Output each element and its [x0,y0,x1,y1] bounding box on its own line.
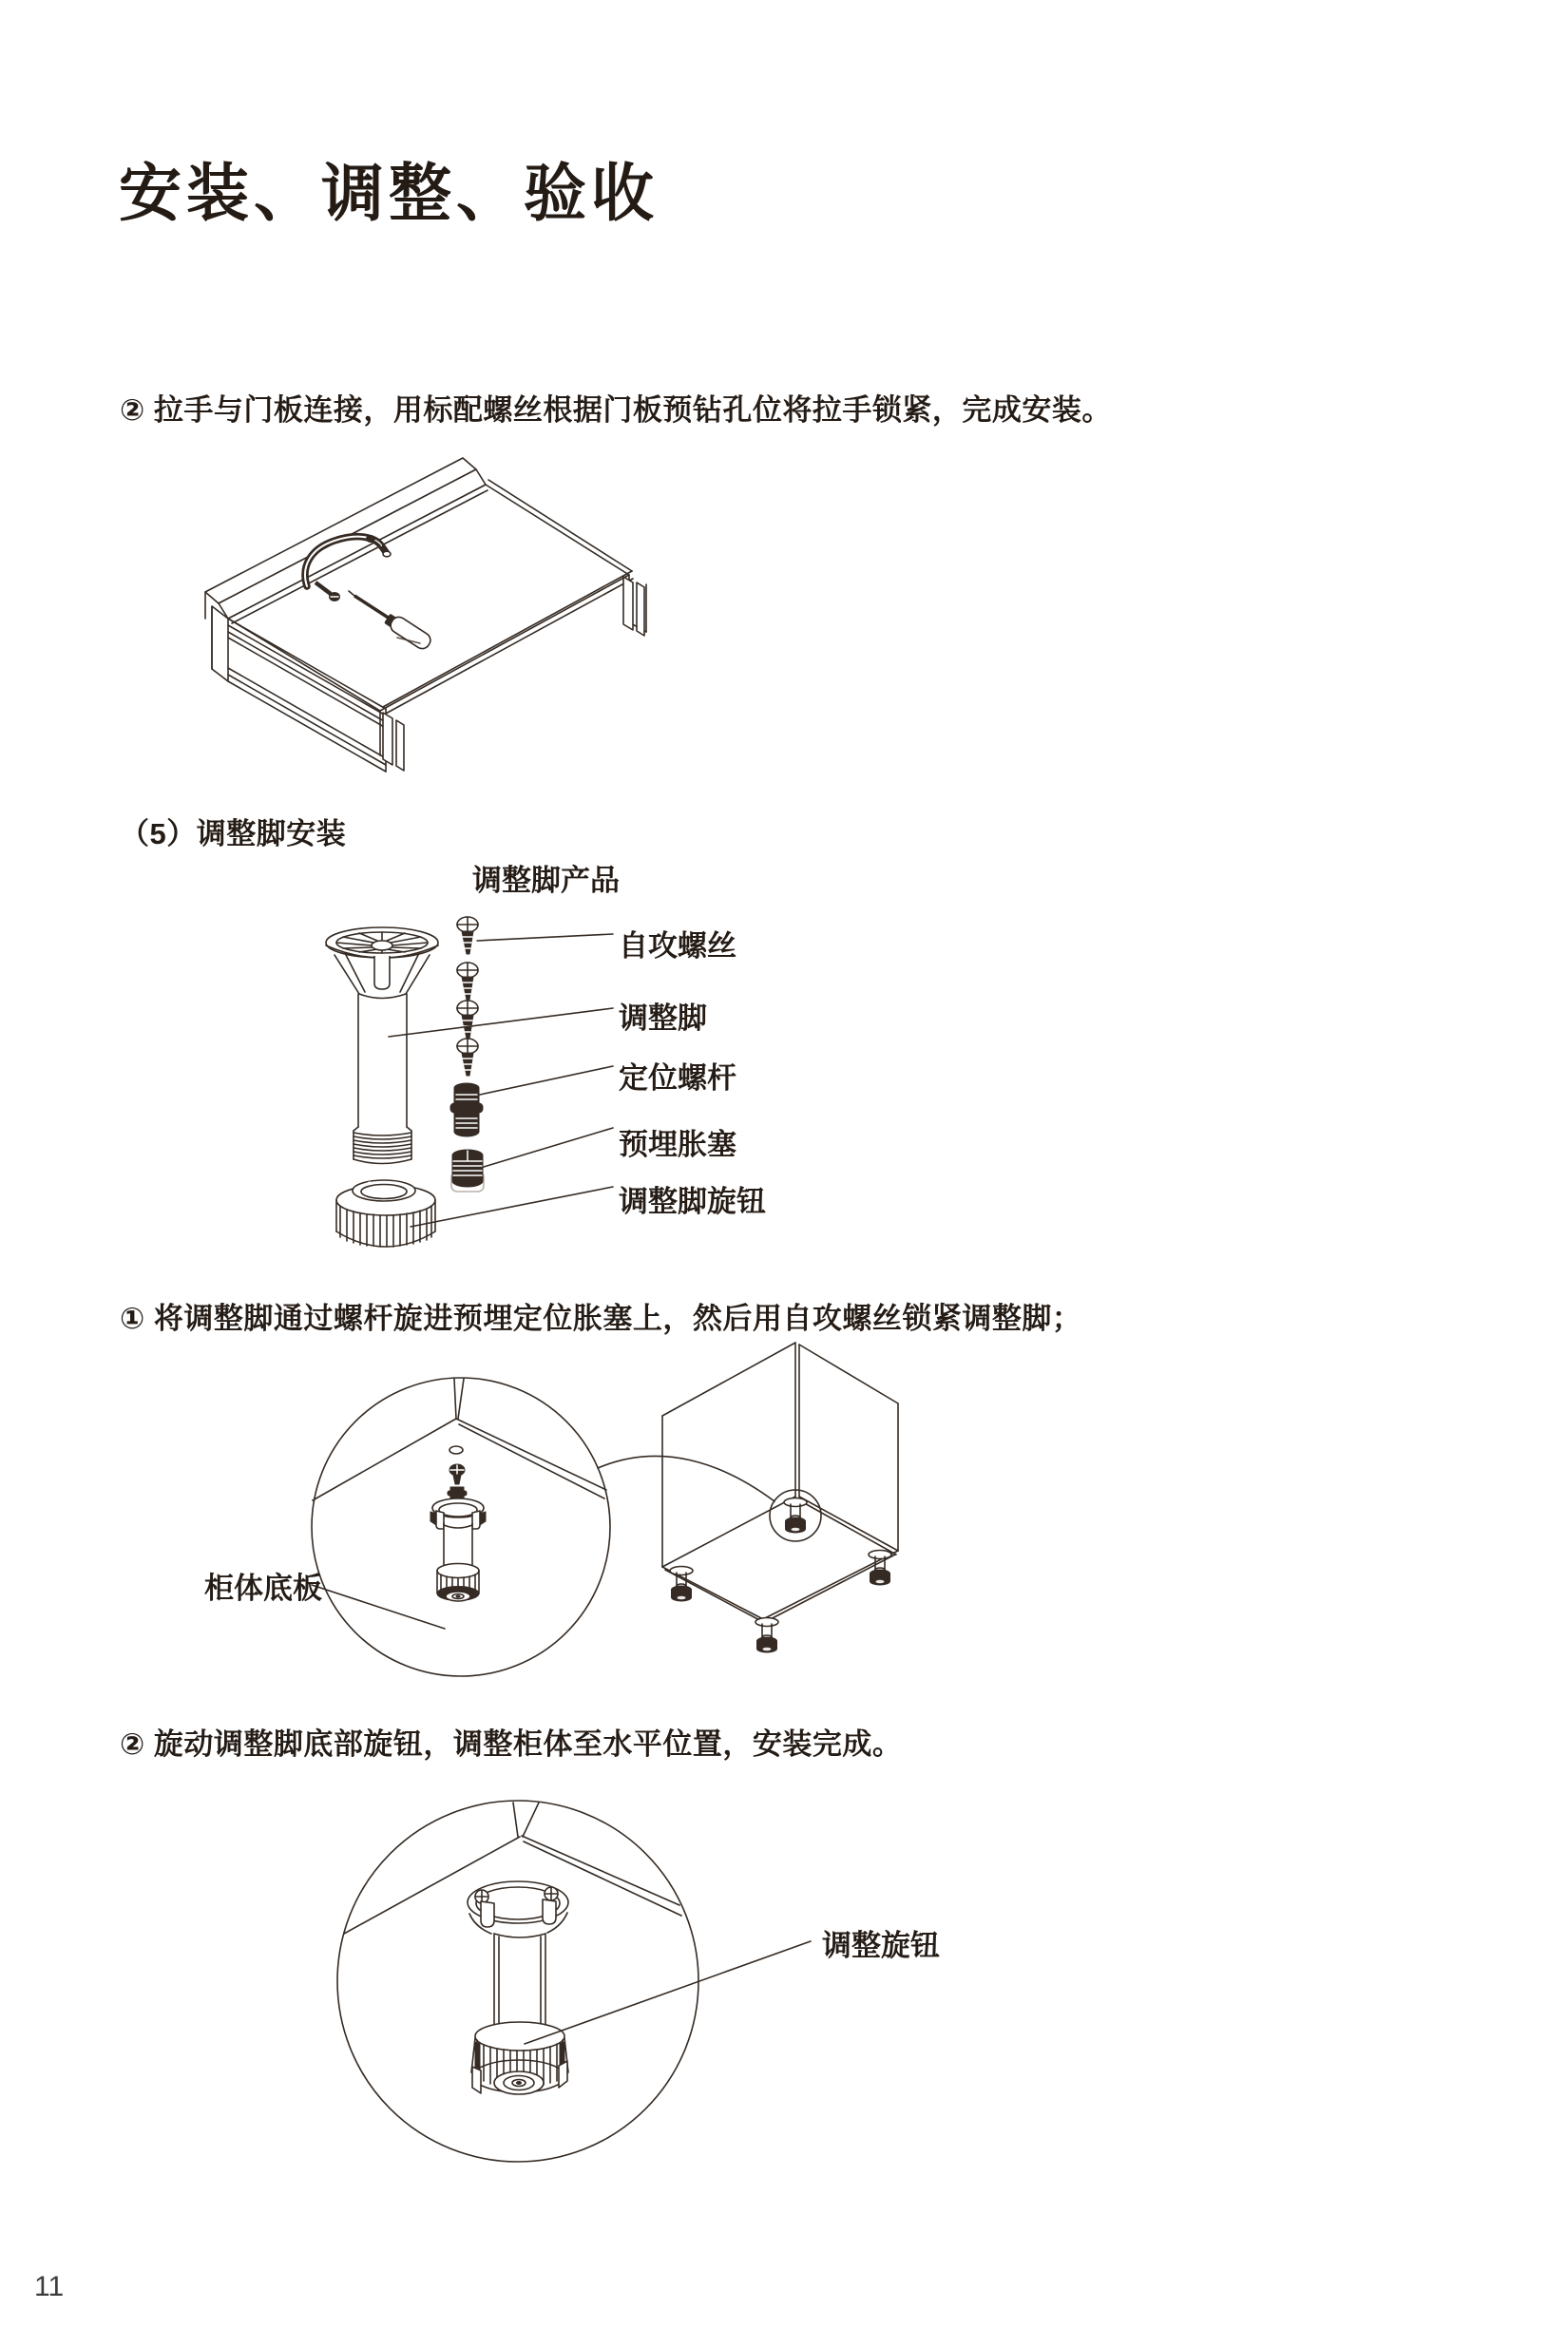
detail-circle [337,1801,698,2162]
part-label-screw: 自攻螺丝 [619,929,736,963]
positioning-stud [450,1083,483,1136]
page-title: 安装、调整、验收 [119,158,659,228]
foot-step1-text: ① 将调整脚通过螺杆旋进预埋定位胀塞上，然后用自攻螺丝锁紧调整脚； [120,1302,1082,1335]
page-number: 11 [34,2271,65,2302]
cabinet-bottom-callout: 柜体底板 [204,1572,322,1605]
self-tapping-screws [457,917,478,1076]
part-label-foot: 调整脚 [619,1002,707,1035]
expansion-plug [451,1150,484,1192]
foot-product-caption: 调整脚产品 [472,864,620,897]
predrilled-hole [383,551,391,557]
foot-product-diagram [314,907,817,1278]
foot-flange [326,927,438,958]
drawer-bottom-face [228,485,629,711]
adjust-knob-callout: 调整旋钮 [822,1929,940,1962]
foot-step2-text: ② 旋动调整脚底部旋钮，调整柜体至水平位置，安装完成。 [120,1727,903,1761]
handle-step-text: ② 拉手与门板连接，用标配螺丝根据门板预钻孔位将拉手锁紧，完成安装。 [120,393,1112,427]
part-label-plug: 预埋胀塞 [619,1128,736,1161]
cabinet-box [662,1343,898,1652]
knob-adjust-diagram [323,1791,931,2200]
foot-install-diagram [185,1335,1003,1734]
drawer-diagram [200,432,675,798]
part-label-knob: 调整脚旋钮 [619,1185,766,1218]
foot-section-heading: （5）调整脚安装 [120,817,347,850]
part-label-stud: 定位螺杆 [619,1061,736,1095]
foot-knob [336,1180,435,1247]
leader-lines [389,934,613,1227]
